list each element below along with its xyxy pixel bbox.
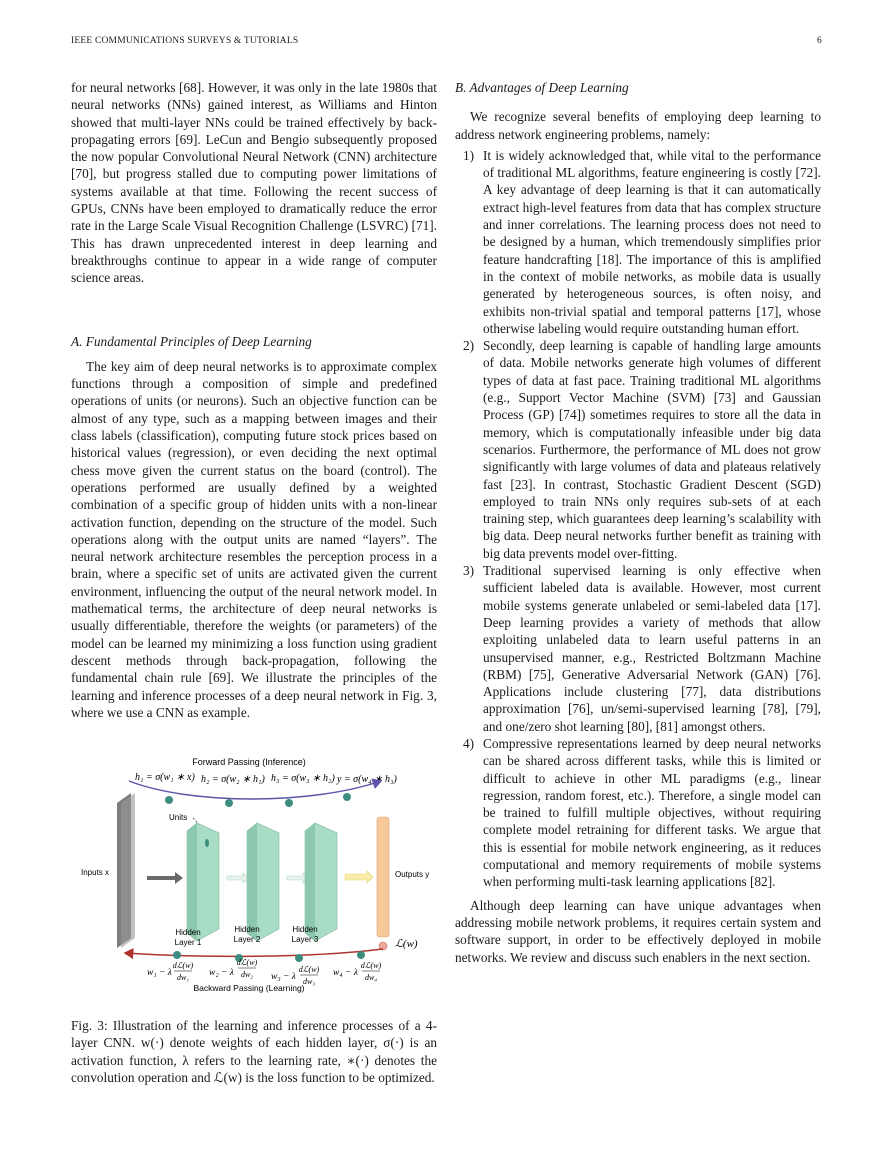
list-item-number: 1): [463, 147, 475, 163]
hidden-3-line1: Hidden: [292, 925, 318, 935]
advantages-list: [455, 147, 821, 891]
eq-h3: h₃ = σ(w₃ ∗ h₂): [271, 773, 335, 785]
update-1-w: w₁ − λ: [147, 968, 172, 979]
forward-title: Forward Passing (Inference): [192, 757, 306, 768]
list-item: [455, 147, 821, 337]
update-1-den: dw₁: [176, 973, 190, 983]
list-item-text: Compressive representations learned by deep neural networks can be shared across different tasks, while this is limited or difficult to achieve in other ML paradigms (e.g., linear regression, random forest, etc.). Therefore, a single model can be trained to fulfill multiple objectives, without requiring complete model retraining for different tasks. We argue that this is essential for mobile network engineering, as it reduces computational and memory requirements of mobile systems when performing multi-task learning applications [82].: [483, 735, 821, 890]
input-arrow: [147, 872, 183, 884]
backward-node-4: [357, 951, 365, 959]
figure-3-caption: Fig. 3: Illustration of the learning and inference processes of a 4-layer CNN. w(·) denote weights of each hidden layer, σ(·) is an activation function, λ refers to the learning rate, ∗(·) denotes the convolution operation and ℒ(w) is the loss function to be optimized.: [71, 1018, 437, 1085]
section-b-intro: We recognize several benefits of employing deep learning to address network engineering problems, namely:: [455, 109, 821, 142]
update-3-den: dw₃: [302, 977, 316, 987]
update-4-den: dw₄: [364, 973, 378, 983]
hidden-3-line2: Layer 3: [291, 935, 319, 945]
list-item-text: Traditional supervised learning is only effective when sufficient labeled data is available. However, most current mobile systems generate unlabeled or semi-labeled data [17]. Deep learning provides a variety of methods that allow exploiting unlabeled data to learn useful patterns in an unsupervised manner, e.g., Restricted Boltzmann Machine (RBM) [75], Generative Adversarial Network (GAN) [76]. Applications include clustering [77], data distributions approximation [76], un/semi-supervised learning [78], [79], and one/zero shot learning [80], [81] amongst others.: [483, 563, 821, 734]
right-column: [455, 79, 821, 966]
page-number: 6: [817, 36, 822, 46]
intro-paragraph: for neural networks [68]. However, it was only in the late 1980s that neural networks (NNs) gained interest, as Williams and Hinton showed that multi-layer NNs could be trained effectively by back-propagating errors [69]. LeCun and Bengio subsequently proposed the now popular Convolutional Neural Network (CNN) architecture [70], but progress stalled due to computing power limitations of systems available at that time. Following the recent success of GPUs, CNNs have been employed to dramatically reduce the error rate in the Large Scale Visual Recognition Challenge (LSVRC) [71]. This has drawn unprecedented interest in deep learning and breakthroughs continue to appear in a wide range of computer science areas.: [71, 80, 437, 286]
update-4-num: dℒ(w): [360, 961, 382, 971]
update-2-num: dℒ(w): [236, 958, 258, 968]
outputs-label: Outputs y: [395, 870, 430, 880]
closing-paragraph: Although deep learning can have unique advantages when addressing mobile network problems, it requires certain system and software support, in order to be effectively deployed in mobile networks. We review and discuss such enablers in the next section.: [455, 897, 821, 965]
output-block: [377, 817, 389, 937]
update-2-den: dw₂: [240, 970, 254, 980]
list-item: [455, 735, 821, 891]
hidden-1-line2: Layer 1: [174, 938, 202, 948]
figure-3: [71, 753, 437, 1003]
list-item: [455, 562, 821, 735]
section-a-paragraph: The key aim of deep neural networks is to approximate complex functions through a composition of simple and predefined operations of units (or neurons). Such an objective function can be almost of any type, such as a mapping between images and their class labels (classification), computing future stock prices based on historical values (regression), or even deciding the next optimal chess move given the current status on the board (control). The operations performed are usually defined by a weighted combination of a specific group of hidden units with a non-linear activation function, depending on the structure of the model. Such operations along with the output units are named “layers”. The neural network architecture resembles the perception process in a brain, where a specific set of units are activated given the current environment, influencing the output of the neural network model. In mathematical terms, the architecture of deep neural networks is usually differentiable, therefore the weights (or parameters) of the model can be learned my minimizing a loss function using gradient descent methods through back-propagation, following the fundamental chain rule [69]. We illustrate the principles of the learning and inference processes of a deep neural network in Fig. 3, where we use a CNN as example.: [71, 358, 437, 720]
list-item-number: 4): [463, 735, 475, 751]
backward-arrow: [125, 949, 383, 956]
update-2-w: w₂ − λ: [209, 968, 234, 979]
loss-label: ℒ(w): [395, 938, 418, 951]
forward-node-1: [165, 796, 173, 804]
eq-h2: h₂ = σ(w₂ ∗ h₁): [201, 774, 265, 786]
forward-node-4: [343, 793, 351, 801]
left-column: [71, 79, 437, 1086]
list-item-text: Secondly, deep learning is capable of handling large amounts of data. Mobile networks generate high volumes of different types of data at fast pace. Training traditional ML algorithms (e.g., Support Vector Machine (SVM) [73] and Gaussian Process (GP) [74]) sometimes requires to store all the data in memory, which is computationally infeasible under big data scenarios. Furthermore, the performance of ML does not grow significantly with large volumes of data and plateaus relatively fast [23]. In contrast, Stochastic Gradient Descent (SGD) employed to train NNs only requires sub-sets of at each training step, which guarantees deep learning’s scalability with big data. Deep neural networks further benefit as training with big data prevents model over-fitting.: [483, 338, 821, 561]
list-item-number: 2): [463, 338, 475, 354]
update-3-num: dℒ(w): [298, 965, 320, 975]
inputs-label: Inputs x: [81, 868, 110, 878]
hidden-2-line1: Hidden: [234, 925, 260, 935]
units-label: Units: [169, 813, 188, 823]
forward-node-3: [285, 799, 293, 807]
hidden-1-line1: Hidden: [175, 928, 201, 938]
layer-arrow-1: [227, 873, 249, 883]
update-3-w: w₃ − λ: [271, 972, 296, 983]
section-b-heading: B. Advantages of Deep Learning: [455, 80, 629, 95]
output-arrow: [345, 871, 373, 883]
running-header: IEEE COMMUNICATIONS SURVEYS & TUTORIALS: [71, 36, 299, 46]
update-1-num: dℒ(w): [172, 961, 194, 971]
section-a-heading: A. Fundamental Principles of Deep Learning: [71, 333, 312, 349]
list-item-text: It is widely acknowledged that, while vital to the performance of traditional ML algorithms, feature engineering is costly [72]. A key advantage of deep learning is that it can automatically extract high-level features from data that has complex structure and inner correlations. The learning process does not need to be designed by a human, which tremendously simplifies prior feature handcrafting [18]. The importance of this is amplified in the context of mobile networks, as mobile data is usually generated by heterogeneous sources, is often noisy, and exhibits non-trivial spatial and temporal patterns [17], whose otherwise labeling would require outstanding human effort.: [483, 147, 821, 336]
update-4-w: w₄ − λ: [333, 968, 358, 979]
backward-title: Backward Passing (Learning): [193, 983, 305, 994]
eq-y: y = σ(w₄ ∗ h₃): [337, 774, 397, 786]
backward-node-3: [295, 954, 303, 962]
list-item: [455, 337, 821, 562]
forward-node-2: [225, 799, 233, 807]
hidden-2-line2: Layer 2: [233, 935, 261, 945]
list-item-number: 3): [463, 563, 475, 579]
eq-h1: h₁ = σ(w₁ ∗ x): [135, 772, 195, 784]
backward-node-1: [173, 951, 181, 959]
